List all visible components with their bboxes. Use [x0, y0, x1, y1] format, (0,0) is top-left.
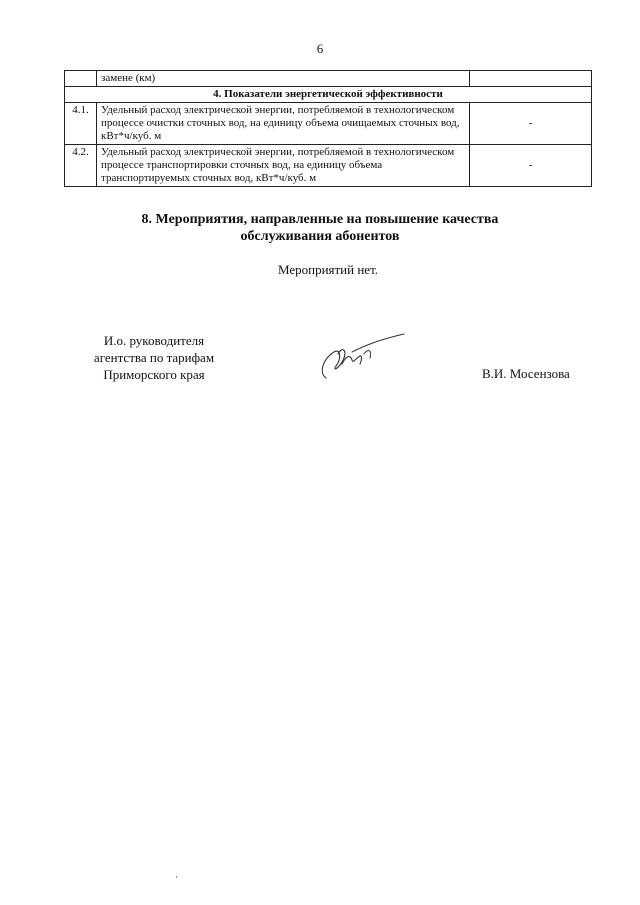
signer-title-line: Приморского края	[103, 367, 205, 382]
signer-title-line: И.о. руководителя	[103, 333, 205, 348]
row-number: 4.1.	[65, 103, 97, 145]
no-events-text: Мероприятий нет.	[277, 262, 379, 277]
row-value: -	[470, 145, 592, 187]
table-row	[65, 71, 592, 87]
section-heading-row	[65, 87, 592, 103]
row-text: замене (км)	[97, 71, 470, 87]
row-number	[65, 71, 97, 87]
table-row	[65, 103, 592, 145]
handwritten-signature	[312, 328, 412, 384]
row-value: -	[470, 103, 592, 145]
section-title	[0, 211, 640, 245]
page-number: 6	[316, 41, 324, 56]
section-heading: 4. Показатели энергетической эффективности	[65, 87, 592, 103]
row-text: Удельный расход электрической энергии, потребляемой в технологическом процессе очистки сточных вод, на единицу объема очищаемых сточных вод, кВт*ч/куб. м	[97, 103, 470, 145]
row-number: 4.2.	[65, 145, 97, 187]
signer-title-line: агентства по тарифам	[93, 350, 215, 365]
section-title-line: 8. Мероприятия, направленные на повышение качества	[141, 212, 499, 227]
indicators-table	[64, 70, 592, 187]
signer-name: В.И. Мосензова	[482, 366, 570, 381]
row-value	[470, 71, 592, 87]
section-title-line: обслуживания абонентов	[240, 229, 400, 244]
scan-speck	[176, 876, 177, 878]
table-row	[65, 145, 592, 187]
signer-title	[66, 332, 242, 383]
row-text: Удельный расход электрической энергии, потребляемой в технологическом процессе транспортировки сточных вод, на единицу объема транспортируемых сточных вод, кВт*ч/куб. м	[97, 145, 470, 187]
